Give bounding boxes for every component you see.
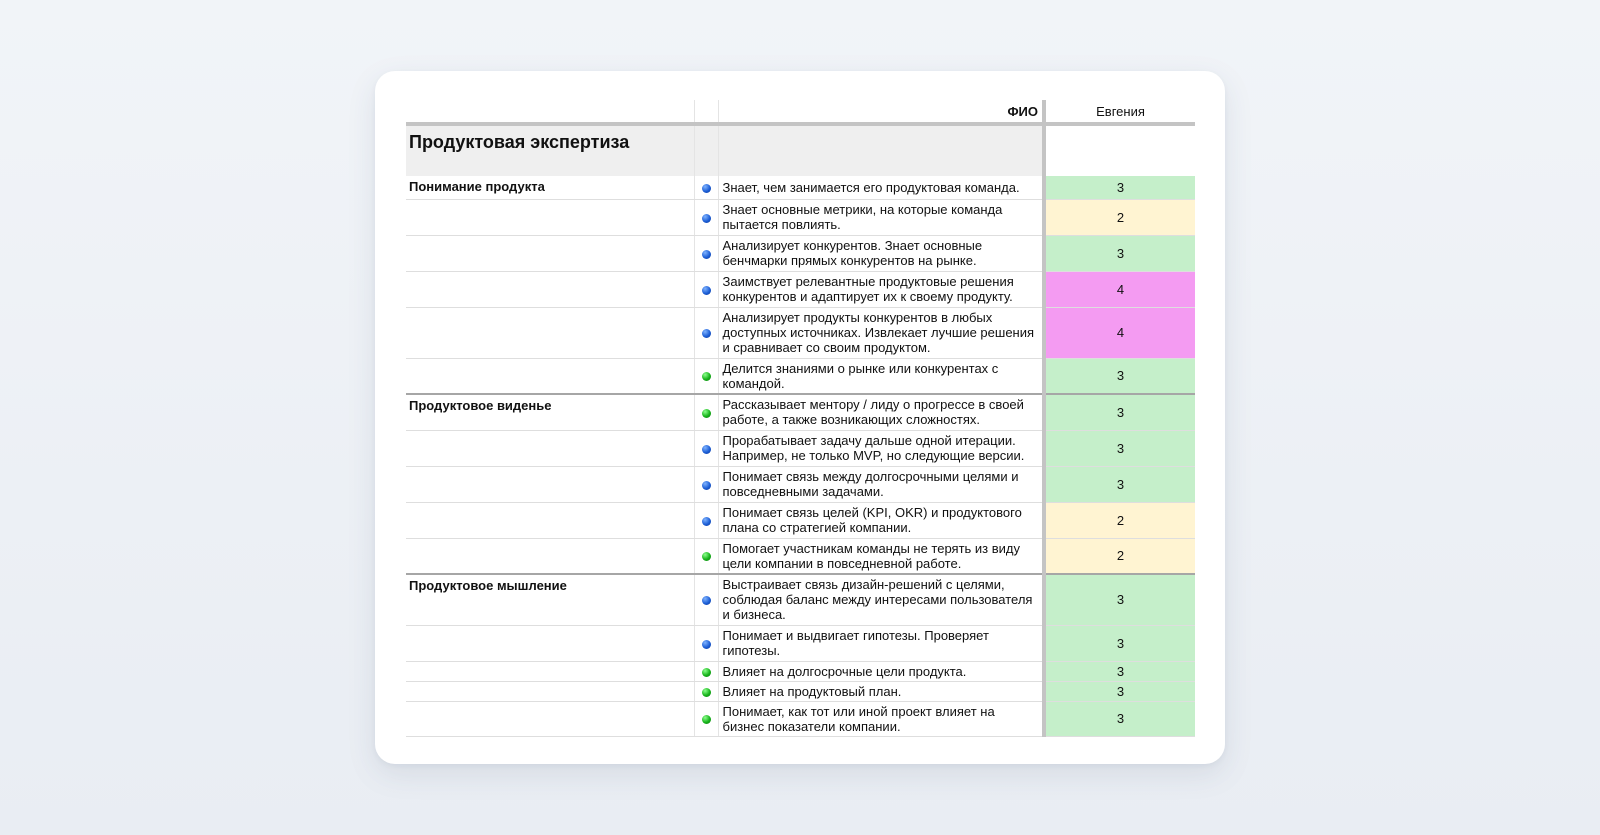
- section-cell[interactable]: [406, 701, 694, 736]
- score-cell[interactable]: 3: [1044, 235, 1195, 271]
- description-cell[interactable]: Анализирует конкурентов. Знает основные бенчмарки прямых конкурентов на рынке.: [718, 235, 1044, 271]
- description-cell[interactable]: Понимает связь между долгосрочными целями и повседневными задачами.: [718, 466, 1044, 502]
- competency-table: [406, 100, 1195, 737]
- description-cell[interactable]: Понимает, как тот или иной проект влияет на бизнес показатели компании.: [718, 701, 1044, 736]
- score-cell[interactable]: 3: [1044, 430, 1195, 466]
- description-cell[interactable]: Знает, чем занимается его продуктовая команда.: [718, 176, 1044, 199]
- section-cell[interactable]: [406, 307, 694, 358]
- blue-dot-icon: [702, 596, 711, 605]
- description-cell[interactable]: Рассказывает ментору / лиду о прогрессе в своей работе, а также возникающих сложностях.: [718, 394, 1044, 430]
- marker-cell: [694, 574, 718, 625]
- table-row: [406, 394, 1195, 430]
- section-cell[interactable]: [406, 625, 694, 661]
- spreadsheet-card: [375, 71, 1225, 764]
- marker-cell: [694, 358, 718, 394]
- table-row: [406, 661, 1195, 681]
- marker-cell: [694, 466, 718, 502]
- section-cell[interactable]: Продуктовое виденье: [406, 394, 694, 430]
- header-empty-cell: [406, 100, 694, 124]
- green-dot-icon: [702, 372, 711, 381]
- table-row: [406, 681, 1195, 701]
- blue-dot-icon: [702, 517, 711, 526]
- green-dot-icon: [702, 668, 711, 677]
- description-cell[interactable]: Прорабатывает задачу дальше одной итерации. Например, не только MVP, но следующие версии.: [718, 430, 1044, 466]
- blue-dot-icon: [702, 184, 711, 193]
- green-dot-icon: [702, 409, 711, 418]
- marker-cell: [694, 681, 718, 701]
- table-row: [406, 625, 1195, 661]
- marker-cell: [694, 271, 718, 307]
- marker-cell: [694, 502, 718, 538]
- score-cell[interactable]: 3: [1044, 574, 1195, 625]
- table-row: [406, 466, 1195, 502]
- score-cell[interactable]: 4: [1044, 307, 1195, 358]
- score-cell[interactable]: 3: [1044, 625, 1195, 661]
- table-row: [406, 574, 1195, 625]
- score-cell[interactable]: 2: [1044, 538, 1195, 574]
- score-cell[interactable]: 3: [1044, 466, 1195, 502]
- section-cell[interactable]: [406, 681, 694, 701]
- blue-dot-icon: [702, 286, 711, 295]
- section-cell[interactable]: [406, 661, 694, 681]
- description-cell[interactable]: Делится знаниями о рынке или конкурентах с командой.: [718, 358, 1044, 394]
- group-dot-cell: [694, 124, 718, 176]
- marker-cell: [694, 307, 718, 358]
- group-row: [406, 124, 1195, 176]
- blue-dot-icon: [702, 640, 711, 649]
- description-cell[interactable]: Заимствует релевантные продуктовые решения конкурентов и адаптирует их к своему продукту.: [718, 271, 1044, 307]
- score-cell[interactable]: 3: [1044, 701, 1195, 736]
- score-cell[interactable]: 3: [1044, 176, 1195, 199]
- description-cell[interactable]: Влияет на долгосрочные цели продукта.: [718, 661, 1044, 681]
- section-cell[interactable]: [406, 235, 694, 271]
- section-cell[interactable]: [406, 538, 694, 574]
- header-dot-cell: [694, 100, 718, 124]
- green-dot-icon: [702, 552, 711, 561]
- table-row: [406, 176, 1195, 199]
- section-cell[interactable]: [406, 502, 694, 538]
- header-row: [406, 100, 1195, 124]
- section-cell[interactable]: Понимание продукта: [406, 176, 694, 199]
- table-row: [406, 430, 1195, 466]
- description-cell[interactable]: Выстраивает связь дизайн-решений с целями, соблюдая баланс между интересами пользователя и бизнеса.: [718, 574, 1044, 625]
- blue-dot-icon: [702, 250, 711, 259]
- section-cell[interactable]: [406, 430, 694, 466]
- description-cell[interactable]: Знает основные метрики, на которые команда пытается повлиять.: [718, 199, 1044, 235]
- score-cell[interactable]: 3: [1044, 661, 1195, 681]
- blue-dot-icon: [702, 481, 711, 490]
- score-cell[interactable]: 3: [1044, 394, 1195, 430]
- blue-dot-icon: [702, 445, 711, 454]
- description-cell[interactable]: Помогает участникам команды не терять из виду цели компании в повседневной работе.: [718, 538, 1044, 574]
- section-cell[interactable]: [406, 271, 694, 307]
- table-row: [406, 271, 1195, 307]
- group-value-cell: [1044, 124, 1195, 176]
- blue-dot-icon: [702, 329, 711, 338]
- marker-cell: [694, 199, 718, 235]
- person-name-header[interactable]: Евгения: [1044, 100, 1195, 124]
- table-row: [406, 307, 1195, 358]
- table-row: [406, 701, 1195, 736]
- group-desc-cell: [718, 124, 1044, 176]
- marker-cell: [694, 625, 718, 661]
- section-cell[interactable]: [406, 358, 694, 394]
- marker-cell: [694, 430, 718, 466]
- marker-cell: [694, 538, 718, 574]
- score-cell[interactable]: 3: [1044, 358, 1195, 394]
- table-row: [406, 502, 1195, 538]
- green-dot-icon: [702, 715, 711, 724]
- group-title[interactable]: Продуктовая экспертиза: [406, 124, 694, 176]
- table-row: [406, 358, 1195, 394]
- blue-dot-icon: [702, 214, 711, 223]
- fio-header[interactable]: ФИО: [718, 100, 1044, 124]
- marker-cell: [694, 661, 718, 681]
- green-dot-icon: [702, 688, 711, 697]
- score-cell[interactable]: 2: [1044, 502, 1195, 538]
- table-row: [406, 538, 1195, 574]
- section-cell[interactable]: Продуктовое мышление: [406, 574, 694, 625]
- description-cell[interactable]: Понимает связь целей (KPI, OKR) и продуктового плана со стратегией компании.: [718, 502, 1044, 538]
- section-cell[interactable]: [406, 199, 694, 235]
- marker-cell: [694, 701, 718, 736]
- description-cell[interactable]: Влияет на продуктовый план.: [718, 681, 1044, 701]
- section-cell[interactable]: [406, 466, 694, 502]
- score-cell[interactable]: 3: [1044, 681, 1195, 701]
- table-row: [406, 235, 1195, 271]
- score-cell[interactable]: 2: [1044, 199, 1195, 235]
- description-cell[interactable]: Понимает и выдвигает гипотезы. Проверяет гипотезы.: [718, 625, 1044, 661]
- marker-cell: [694, 235, 718, 271]
- marker-cell: [694, 394, 718, 430]
- table-row: [406, 199, 1195, 235]
- score-cell[interactable]: 4: [1044, 271, 1195, 307]
- marker-cell: [694, 176, 718, 199]
- description-cell[interactable]: Анализирует продукты конкурентов в любых доступных источниках. Извлекает лучшие решения и сравнивает со своим продуктом.: [718, 307, 1044, 358]
